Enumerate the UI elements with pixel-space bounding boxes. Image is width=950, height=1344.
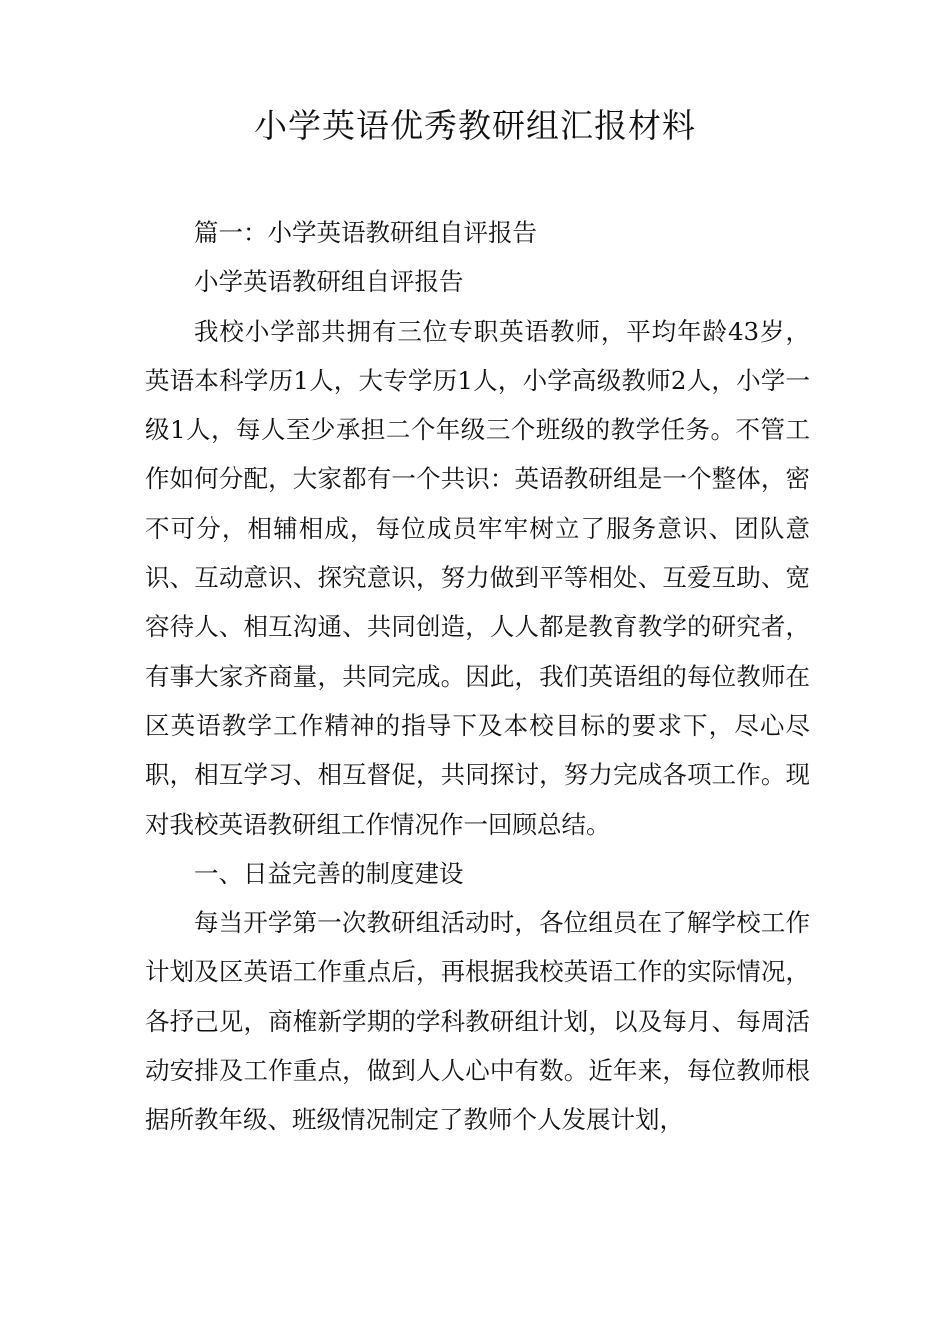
report-subtitle: 小学英语教研组自评报告 <box>194 267 464 297</box>
body-paragraph: 我校小学部共拥有三位专职英语教师，平均年龄43岁，英语本科学历1人，大专学历1人，小学高级教师2人，小学一级1人，每人至少承担二个年级三个班级的教学任务。不管工作如何分配，大家都有一个共识：英语教研组是一个整体，密不可分，相辅相成，每位成员牢牢树立了服务意识、团队意识、互动意识、探究意识，努力做到平等相处、互爱互助、宽容待人、相互沟通、共同创造，人人都是教育教学的研究者，有事大家齐商量，共同完成。因此，我们英语组的每位教师在区英语教学工作精神的指导下及本校目标的要求下，尽心尽职，相互学习、相互督促，共同探讨，努力完成各项工作。现对我校英语教研组工作情况作一回顾总结。 <box>145 316 810 839</box>
section-heading: 一、日益完善的制度建设 <box>194 858 464 888</box>
document-body <box>145 208 810 1145</box>
document-title: 小学英语优秀教研组汇报材料 <box>254 106 696 145</box>
body-paragraph: 每当开学第一次教研组活动时，各位组员在了解学校工作计划及区英语工作重点后，再根据我校英语工作的实际情况，各抒己见，商榷新学期的学科教研组计划，以及每月、每周活动安排及工作重点，做到人人心中有数。近年来，每位教师根据所教年级、班级情况制定了教师个人发展计划， <box>145 908 810 1135</box>
section-heading: 篇一：小学英语教研组自评报告 <box>194 218 537 247</box>
